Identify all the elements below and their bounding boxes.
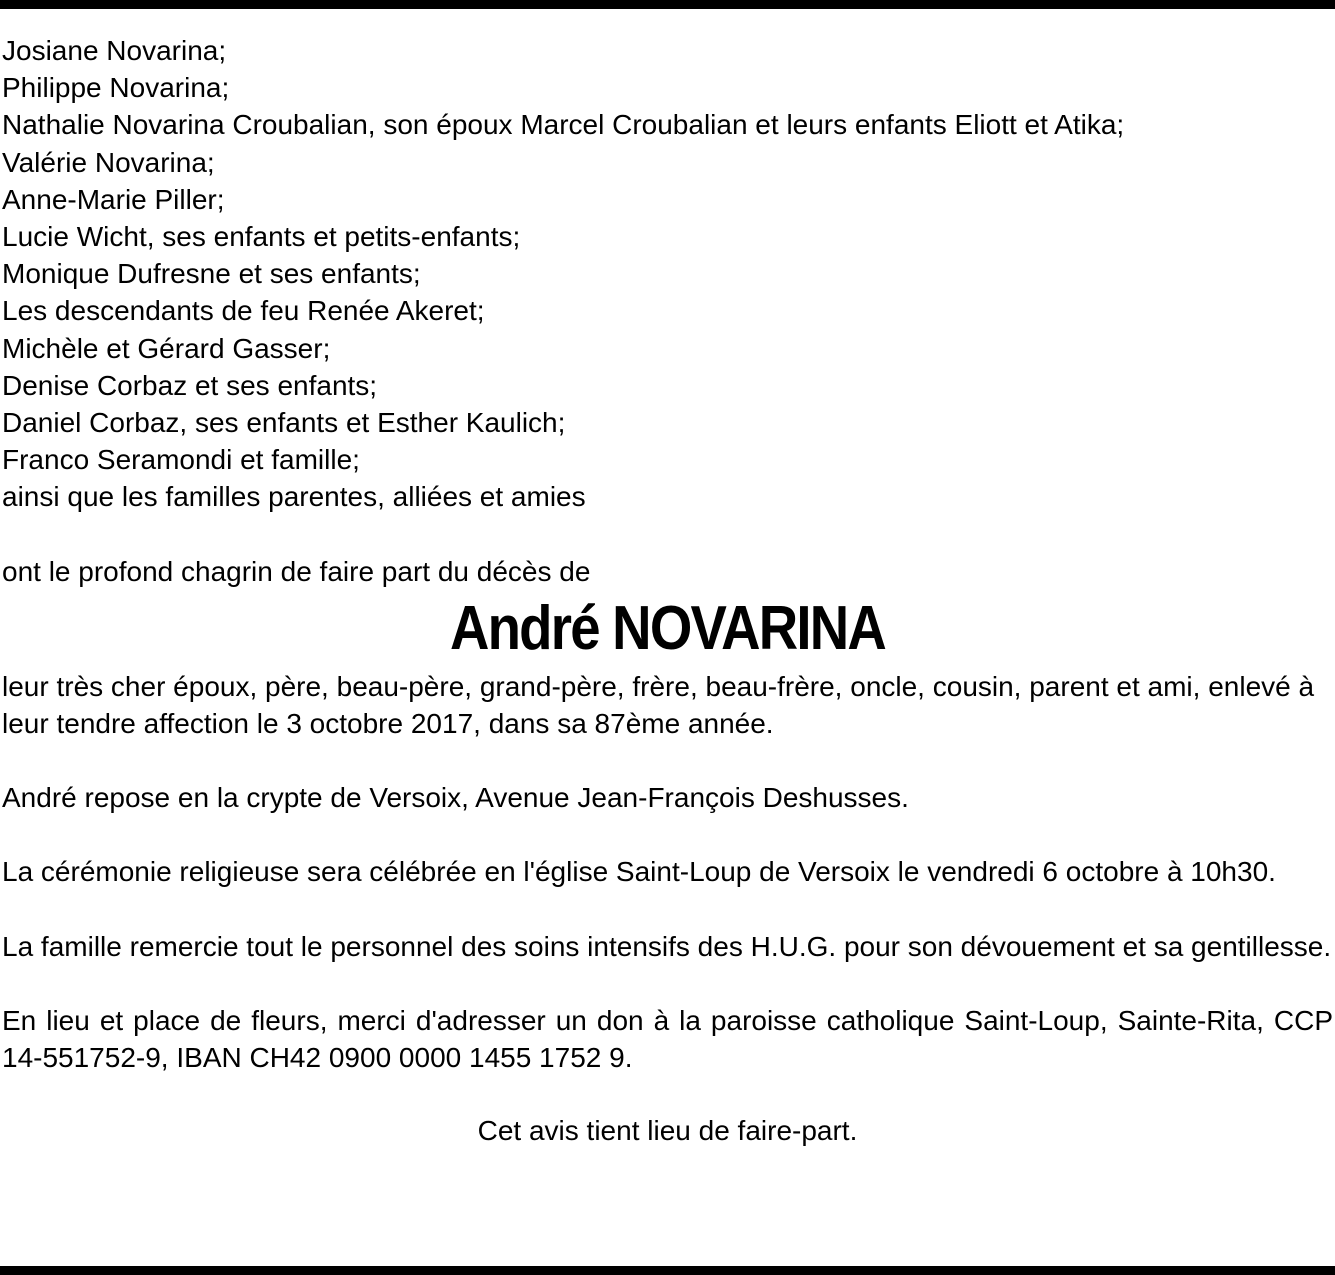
bottom-border-rule <box>0 1266 1335 1275</box>
family-member: Nathalie Novarina Croubalian, son époux Marcel Croubalian et leurs enfants Eliott et Atika; <box>2 109 1125 141</box>
family-list <box>2 32 1333 516</box>
family-member: Josiane Novarina; <box>2 35 227 66</box>
family-member: Les descendants de feu Renée Akeret; <box>2 295 485 327</box>
family-member: Anne-Marie Piller; <box>2 183 225 215</box>
family-member: Daniel Corbaz, ses enfants et Esther Kaulich; <box>2 407 566 439</box>
family-member: Denise Corbaz et ses enfants; <box>2 369 378 401</box>
relation-paragraph: leur très cher époux, père, beau-père, grand-père, frère, beau-frère, oncle, cousin, parent et ami, enlevé à leur tendre affection le 3 octobre 2017, dans sa 87ème année. <box>2 670 1315 740</box>
family-member: Michèle et Gérard Gasser; <box>2 332 331 364</box>
death-notice <box>2 32 1333 1149</box>
family-member: Philippe Novarina; <box>2 72 230 104</box>
donation-paragraph: En lieu et place de fleurs, merci d'adresser un don à la paroisse catholique Saint-Loup, Sainte-Rita, CCP 14-551752-9, IBAN CH42 0900 0000 1455 1752 9. <box>2 1004 1333 1074</box>
deceased-name: André NOVARINA <box>449 593 886 663</box>
announcement-intro: ont le profond chagrin de faire part du décès de <box>2 555 591 587</box>
ceremony-paragraph: La cérémonie religieuse sera célébrée en l'église Saint-Loup de Versoix le vendredi 6 octobre à 10h30. <box>2 856 1276 888</box>
top-border-rule <box>0 0 1335 9</box>
repose-paragraph: André repose en la crypte de Versoix, Avenue Jean-François Deshusses. <box>2 782 909 814</box>
family-member: Lucie Wicht, ses enfants et petits-enfants; <box>2 221 521 253</box>
family-member: ainsi que les familles parentes, alliées et amies <box>2 481 586 513</box>
family-member: Franco Seramondi et famille; <box>2 444 360 476</box>
family-member: Valérie Novarina; <box>2 146 215 178</box>
closing-note: Cet avis tient lieu de faire-part. <box>477 1115 858 1147</box>
family-member: Monique Dufresne et ses enfants; <box>2 258 421 290</box>
thanks-paragraph: La famille remercie tout le personnel des soins intensifs des H.U.G. pour son dévouement et sa gentillesse. <box>2 930 1332 962</box>
